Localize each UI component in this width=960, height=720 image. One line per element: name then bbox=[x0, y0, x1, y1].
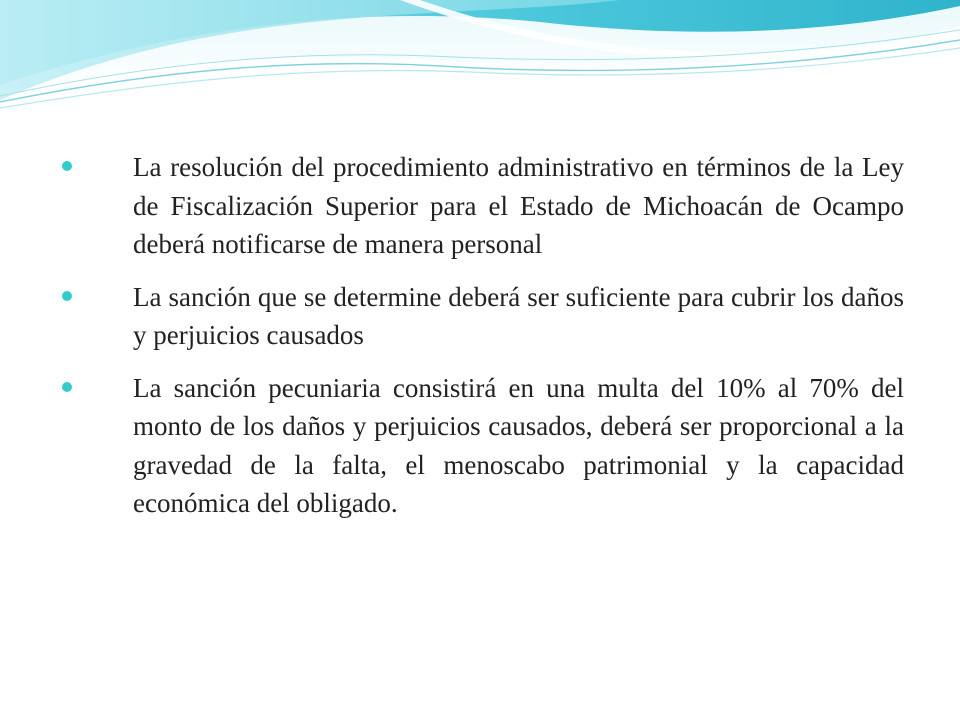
header-wave-decoration bbox=[0, 0, 960, 120]
bullet-list bbox=[0, 148, 960, 537]
bullet-item bbox=[133, 369, 904, 523]
round-bullet-icon bbox=[62, 161, 72, 171]
bullet-item bbox=[133, 148, 904, 264]
bullet-item bbox=[133, 278, 904, 355]
bullet-text: La sanción que se determine deberá ser suficiente para cubrir los daños y perjuicios causados bbox=[133, 281, 904, 350]
bullet-text: La sanción pecuniaria consistirá en una multa del 10% al 70% del monto de los daños y perjuicios causados, deberá ser proporcional a la gravedad de la falta, el menoscabo patrimonial y la capacidad económica del obligado. bbox=[133, 372, 904, 518]
round-bullet-icon bbox=[62, 382, 72, 392]
bullet-text: La resolución del procedimiento administrativo en términos de la Ley de Fiscalización Superior para el Estado de Michoacán de Ocampo deberá notificarse de manera personal bbox=[133, 152, 904, 259]
round-bullet-icon bbox=[62, 291, 72, 301]
